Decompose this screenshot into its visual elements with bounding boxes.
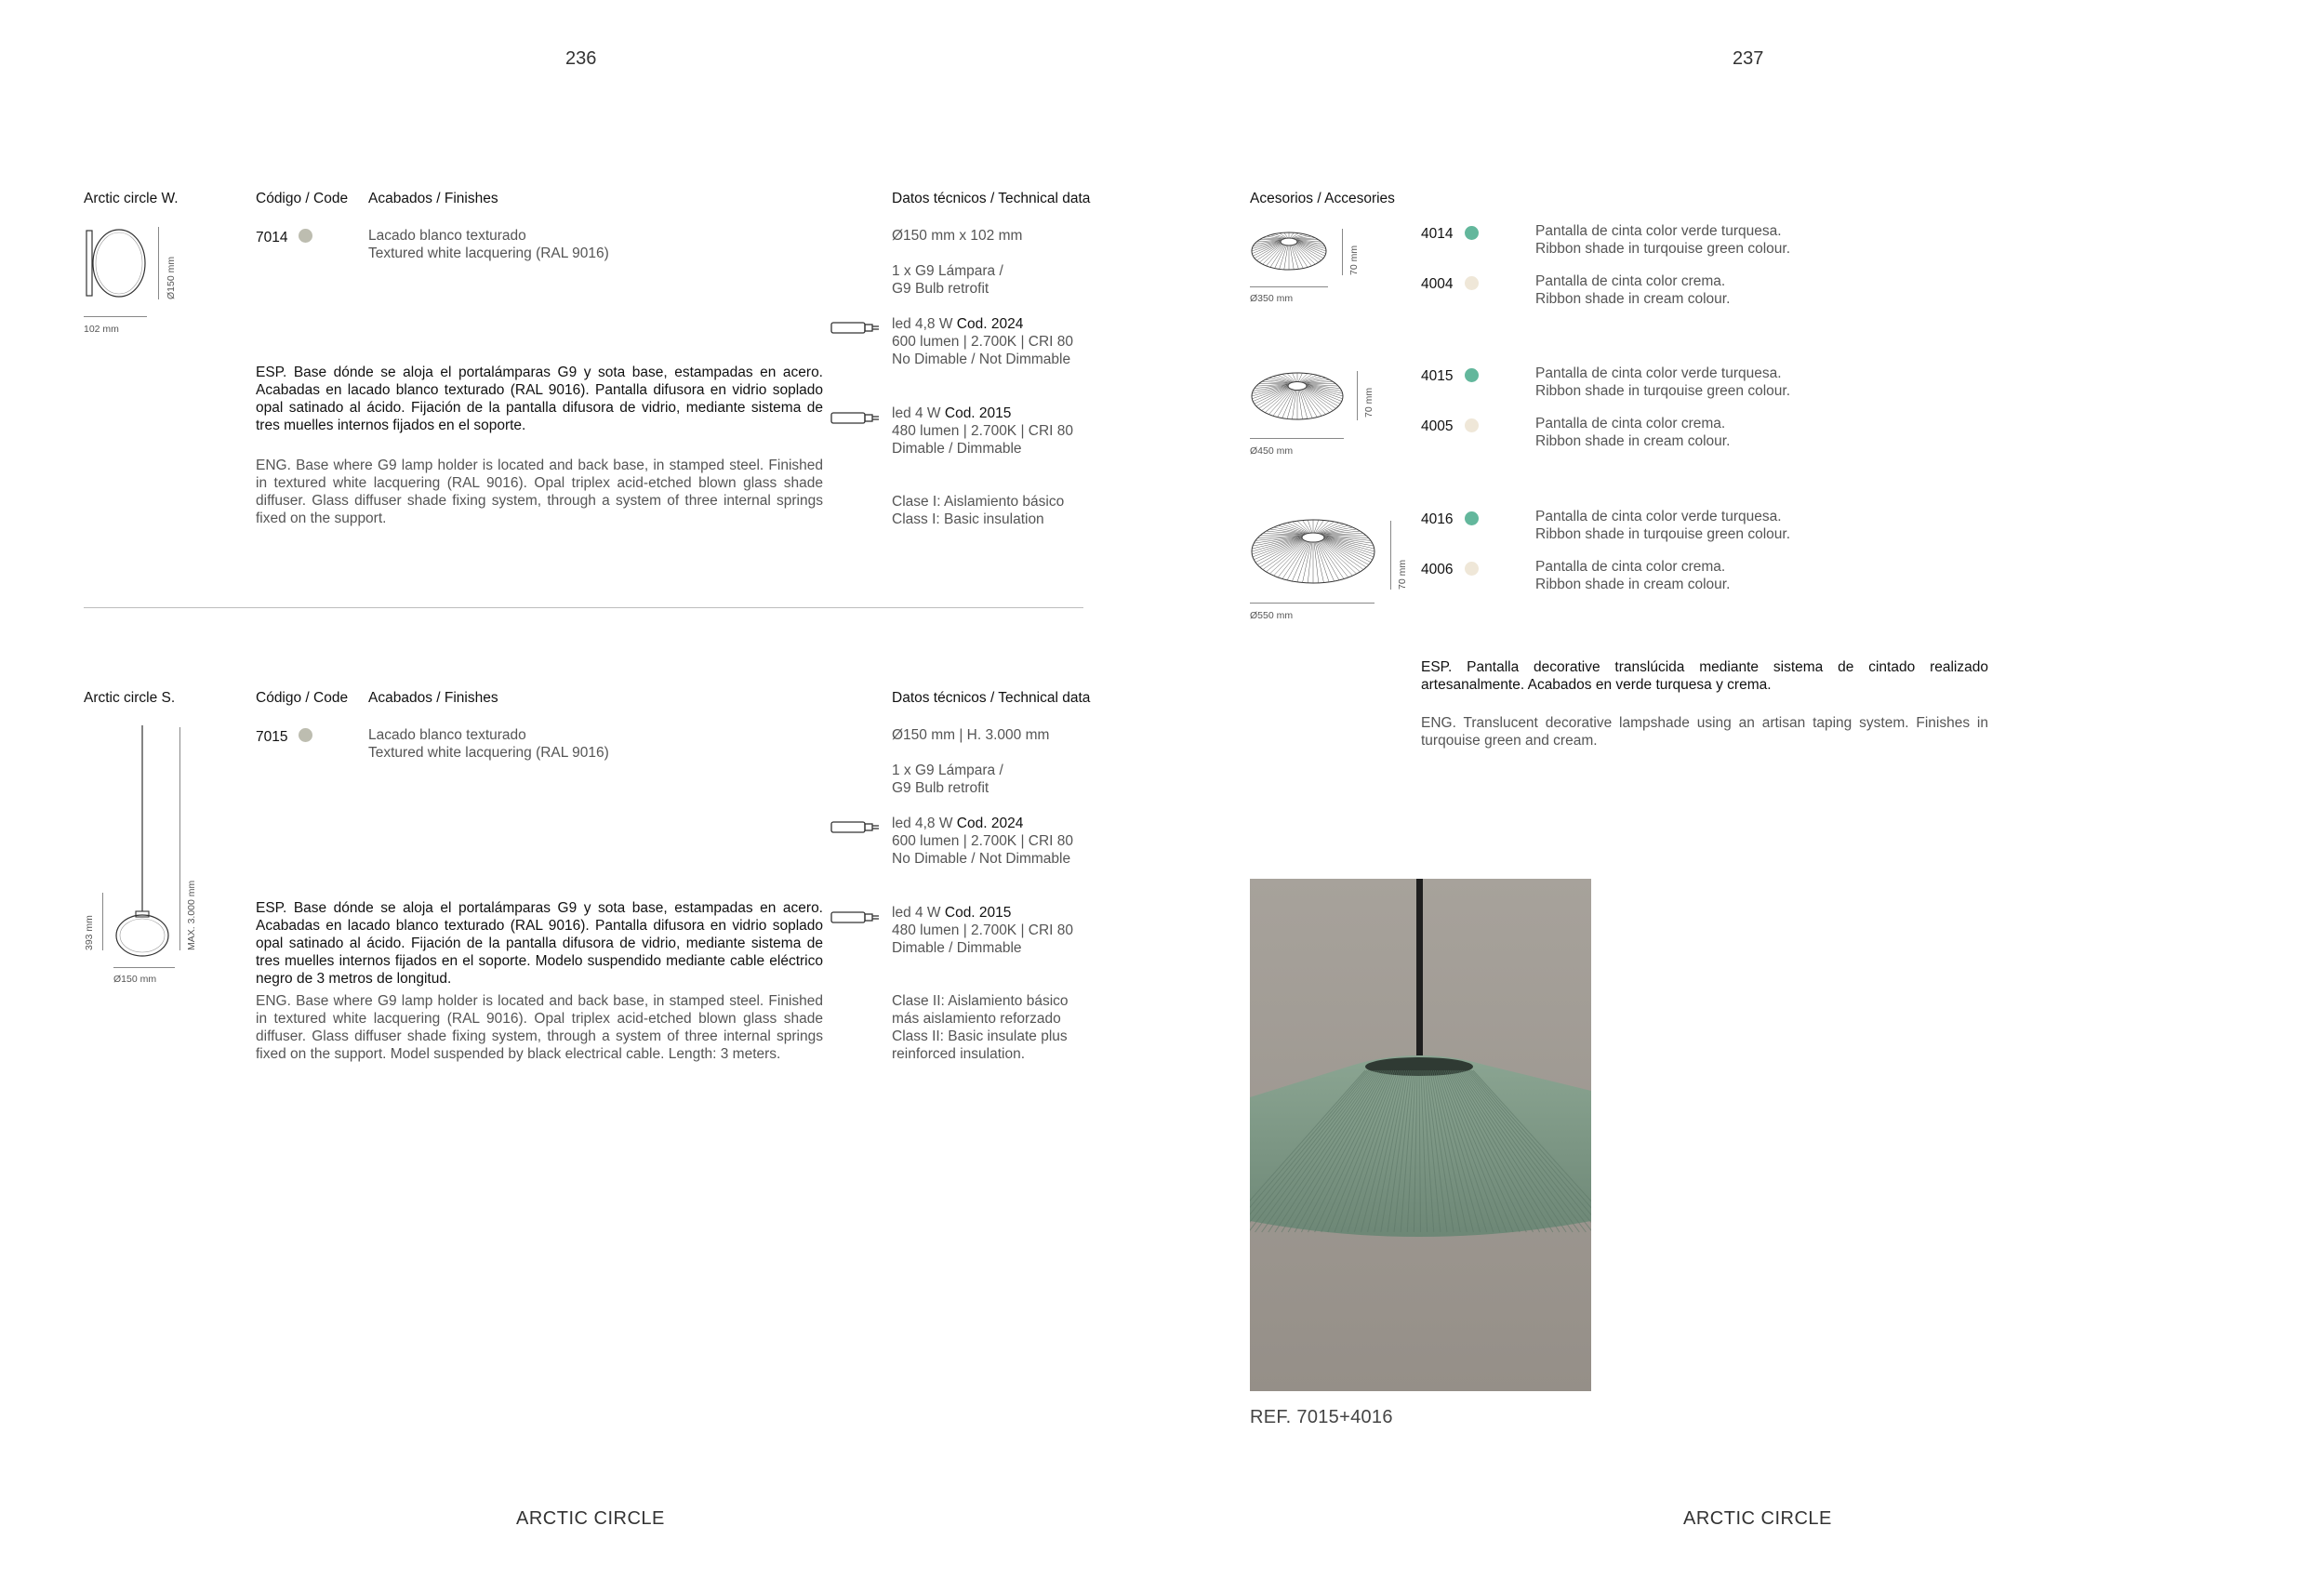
shade-ray <box>1317 542 1334 581</box>
footer-left: ARCTIC CIRCLE <box>516 1508 665 1529</box>
led2-dim: Dimable / Dimmable <box>892 940 1022 956</box>
ribbon-shade-drawing <box>1250 368 1348 424</box>
tech-header: Datos técnicos / Technical data <box>892 191 1091 206</box>
shade-ray <box>1321 540 1360 572</box>
white-swatch <box>299 229 312 243</box>
green-swatch <box>1465 368 1479 382</box>
led-bulb-icon <box>830 319 883 338</box>
product-name: Arctic circle S. <box>84 690 176 706</box>
accessory-code: 4014 <box>1421 226 1454 242</box>
shade-ray <box>1303 390 1325 415</box>
dim-height: 70 mm <box>1348 245 1360 275</box>
white-swatch <box>299 728 312 742</box>
dim-line-width <box>84 316 147 317</box>
accessory-desc-en: Ribbon shade in turqouise green colour. <box>1535 241 1791 257</box>
description-es: ESP. Base dónde se aloja el portalámparas G9 y sota base, estampadas en acero. Acabadas en lacado blanco texturado (RAL 9016). Pantalla difusora en vidrio soplado opal satinado al ácido. Fijación de la pantalla difusora de vidrio, mediante sistema de tres muelles internos fijados en el soporte. <box>256 365 823 433</box>
led1-dim: No Dimable / Not Dimmable <box>892 851 1071 867</box>
dim-line-diameter <box>1250 286 1328 287</box>
shade-ray <box>1254 538 1302 560</box>
led2-code: Cod. 2015 <box>944 405 1012 421</box>
dim-line-diameter <box>1250 603 1374 604</box>
dim-line-diameter <box>1250 438 1344 439</box>
class-es: Clase I: Aislamiento básico <box>892 494 1065 510</box>
led1-spec: 600 lumen | 2.700K | CRI 80 <box>892 833 1074 849</box>
shade-ray <box>1268 390 1291 415</box>
class-es-1: Clase II: Aislamiento básico <box>892 993 1069 1009</box>
accessory-desc-en: Ribbon shade in turqouise green colour. <box>1535 383 1791 399</box>
product-code: 7014 <box>256 230 288 245</box>
product-photo <box>1250 879 1591 1391</box>
finish-en: Textured white lacquering (RAL 9016) <box>368 245 609 261</box>
dim-diameter: Ø350 mm <box>1250 293 1294 304</box>
accessory-code: 4005 <box>1421 418 1454 434</box>
description-en: ENG. Base where G9 lamp holder is located and back base, in stamped steel. Finished in textured white lacquering (RAL 9016). Opal triplex acid-etched blown glass shade diffuser. Glass diffuser shade fixing system, through a system of three internal springs fixed on the support. <box>256 458 823 526</box>
accessory-code: 4016 <box>1421 511 1454 527</box>
accessory-code: 4004 <box>1421 276 1454 292</box>
shade-ray <box>1290 232 1294 238</box>
description-es: ESP. Base dónde se aloja el portalámparas G9 y sota base, estampadas en acero. Acabadas en lacado blanco texturado (RAL 9016). Pantalla difusora en vidrio soplado opal satinado al ácido. Fijación de la pantalla difusora de vidrio, mediante sistema de tres muelles internos fijados en el soporte. Modelo suspendido mediante cable eléctrico negro de 3 metros de longitud. <box>256 900 823 987</box>
finishes-header: Acabados / Finishes <box>368 690 498 706</box>
cream-swatch <box>1465 276 1479 290</box>
accessory-desc-es: Pantalla de cinta color verde turquesa. <box>1535 365 1782 381</box>
shade-ray <box>1298 373 1302 381</box>
page-number-left: 236 <box>565 48 597 69</box>
product-code: 7015 <box>256 729 288 745</box>
accessories-header: Acesorios / Accesories <box>1250 191 1395 206</box>
wall-lamp-drawing <box>82 223 193 316</box>
finish-es: Lacado blanco texturado <box>368 228 526 244</box>
accessory-desc-es: Pantalla de cinta color crema. <box>1535 416 1726 431</box>
shade-ray <box>1287 390 1295 418</box>
accessory-desc-en: Ribbon shade in cream colour. <box>1535 577 1731 592</box>
accessory-desc-es: Pantalla de cinta color verde turquesa. <box>1535 223 1782 239</box>
led2-line <box>892 904 1011 922</box>
accessory-code: 4006 <box>1421 562 1454 577</box>
dim-diameter: Ø450 mm <box>1250 445 1294 457</box>
dim-line-height <box>1357 371 1358 420</box>
led-bulb-icon <box>830 818 883 837</box>
accessory-desc-es: Pantalla de cinta color crema. <box>1535 559 1726 575</box>
section-divider <box>84 607 1083 608</box>
size-spec: Ø150 mm | H. 3.000 mm <box>892 727 1050 743</box>
led1-code: Cod. 2024 <box>956 816 1024 831</box>
shade-ray <box>1293 373 1296 381</box>
led2-spec: 480 lumen | 2.700K | CRI 80 <box>892 922 1074 938</box>
led1-line <box>892 315 1023 333</box>
shade-ray <box>1300 390 1312 418</box>
led2-title: led 4 W <box>892 905 941 921</box>
class-en: Class I: Basic insulation <box>892 511 1044 527</box>
pendant-shade-photo <box>1250 879 1591 1391</box>
dim-height: 70 mm <box>1363 387 1374 418</box>
dim-max: MAX. 3.000 mm <box>186 880 197 950</box>
photo-reference: REF. 7015+4016 <box>1250 1407 1393 1427</box>
lamp-en: G9 Bulb retrofit <box>892 780 989 796</box>
dim-height: 70 mm <box>1397 559 1408 590</box>
led2-title: led 4 W <box>892 405 941 421</box>
dim-line-max <box>179 727 180 950</box>
dim-height: 393 mm <box>84 915 95 950</box>
shade-ray <box>1284 245 1288 270</box>
accessory-desc-en: Ribbon shade in cream colour. <box>1535 291 1731 307</box>
dim-line-height <box>158 227 159 299</box>
dim-width: 102 mm <box>84 324 119 335</box>
code-header: Código / Code <box>256 690 349 706</box>
led-bulb-icon <box>830 909 883 927</box>
lamp-es: 1 x G9 Lámpara / <box>892 763 1003 778</box>
led2-spec: 480 lumen | 2.700K | CRI 80 <box>892 423 1074 439</box>
dim-line-width <box>113 967 175 968</box>
led1-title: led 4,8 W <box>892 316 953 332</box>
shade-ray <box>1298 390 1302 418</box>
footer-right: ARCTIC CIRCLE <box>1683 1508 1832 1529</box>
ribbon-shade-drawing <box>1250 513 1384 590</box>
shade-ray <box>1299 374 1308 382</box>
accessories-description-es: ESP. Pantalla decorative translúcida mediante sistema de cintado realizado artesanalmente. Acabados en verde turquesa y crema. <box>1421 659 1988 693</box>
size-spec: Ø150 mm x 102 mm <box>892 228 1023 244</box>
ribbon-shade-drawing <box>1250 229 1334 275</box>
code-header: Código / Code <box>256 191 349 206</box>
product-name: Arctic circle W. <box>84 191 179 206</box>
green-swatch <box>1465 226 1479 240</box>
accessory-desc-en: Ribbon shade in turqouise green colour. <box>1535 526 1791 542</box>
led1-line <box>892 815 1023 832</box>
class-es-2: más aislamiento reforzado <box>892 1011 1061 1027</box>
shade-ray <box>1299 390 1308 418</box>
shade-ray <box>1293 390 1296 418</box>
shade-ray <box>1260 536 1304 537</box>
shade-ray <box>1254 537 1302 543</box>
cream-swatch <box>1465 418 1479 432</box>
shade-ray <box>1323 539 1369 564</box>
dim-diameter: Ø550 mm <box>1250 610 1294 621</box>
dim-line-height <box>102 893 103 950</box>
led1-code: Cod. 2024 <box>956 316 1024 332</box>
accessory-desc-en: Ribbon shade in cream colour. <box>1535 433 1731 449</box>
finishes-header: Acabados / Finishes <box>368 191 498 206</box>
accessory-code: 4015 <box>1421 368 1454 384</box>
lamp-en: G9 Bulb retrofit <box>892 281 989 297</box>
finish-es: Lacado blanco texturado <box>368 727 526 743</box>
shade-ray <box>1282 524 1308 534</box>
green-swatch <box>1465 511 1479 525</box>
shade-ray <box>1257 539 1303 564</box>
accessories-description-en: ENG. Translucent decorative lampshade using an artisan taping system. Finishes in turqouise green and cream. <box>1421 715 1988 749</box>
accessory-desc-es: Pantalla de cinta color crema. <box>1535 273 1726 289</box>
class-en-2: reinforced insulation. <box>892 1046 1026 1062</box>
finish-en: Textured white lacquering (RAL 9016) <box>368 745 609 761</box>
dim-line-height <box>1390 521 1391 590</box>
pendant-lamp-drawing <box>107 725 181 967</box>
led1-spec: 600 lumen | 2.700K | CRI 80 <box>892 334 1074 350</box>
dim-height: Ø150 mm <box>166 256 177 299</box>
led-bulb-icon <box>830 409 883 428</box>
shade-ray <box>1282 390 1295 418</box>
led2-line <box>892 405 1011 422</box>
shade-ray <box>1324 538 1373 560</box>
shade-ray <box>1322 536 1366 537</box>
led2-dim: Dimable / Dimmable <box>892 441 1022 457</box>
tech-header: Datos técnicos / Technical data <box>892 690 1091 706</box>
shade-ray <box>1306 388 1338 406</box>
accessory-desc-es: Pantalla de cinta color verde turquesa. <box>1535 509 1782 524</box>
page-number-right: 237 <box>1733 48 1764 69</box>
cream-swatch <box>1465 562 1479 576</box>
shade-ray <box>1290 245 1294 270</box>
led1-title: led 4,8 W <box>892 816 953 831</box>
shade-ray <box>1324 537 1373 543</box>
led2-code: Cod. 2015 <box>944 905 1012 921</box>
class-en-1: Class II: Basic insulate plus <box>892 1028 1068 1044</box>
shade-ray <box>1292 542 1308 581</box>
shade-ray <box>1287 374 1295 382</box>
lamp-es: 1 x G9 Lámpara / <box>892 263 1003 279</box>
shade-ray <box>1319 524 1344 534</box>
shade-ray <box>1266 540 1304 572</box>
dim-line-height <box>1342 229 1343 275</box>
shade-ray <box>1256 388 1289 406</box>
led1-dim: No Dimable / Not Dimmable <box>892 352 1071 367</box>
dim-width: Ø150 mm <box>113 974 157 985</box>
shade-ray <box>1284 232 1288 238</box>
description-en: ENG. Base where G9 lamp holder is located and back base, in stamped steel. Finished in textured white lacquering (RAL 9016). Opal triplex acid-etched blown glass shade diffuser. Glass diffuser shade fixing system, through a system of three internal springs fixed on the support. Model suspended by black electrical cable. Length: 3 meters. <box>256 993 823 1062</box>
